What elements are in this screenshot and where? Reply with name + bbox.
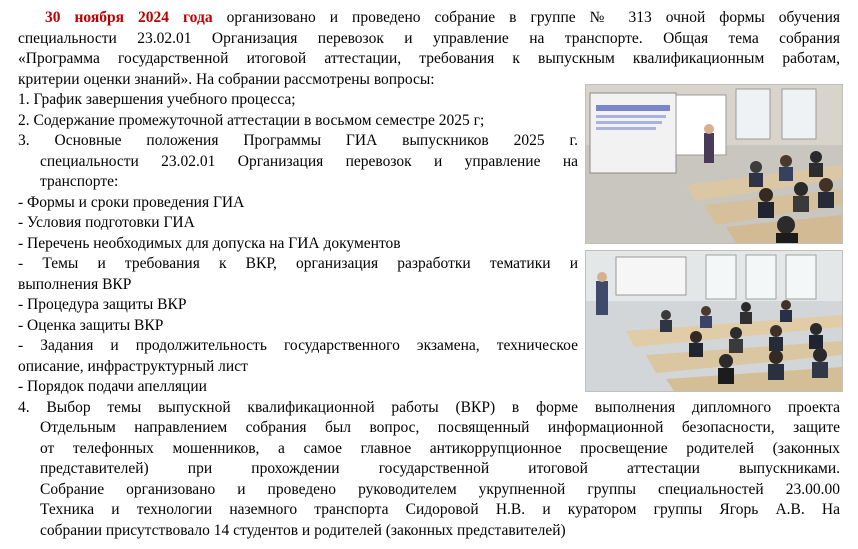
closing-line-3: представителей) при прохождении государственной итоговой аттестации выпускниками.: [40, 460, 840, 477]
subitem-documents: - Перечень необходимых для допуска на ГИА документов: [18, 234, 401, 252]
subitem-evaluation: - Оценка защиты ВКР: [18, 316, 164, 334]
list-item-1: 1. График завершения учебного процесса;: [18, 91, 296, 108]
closing-line-1: Отдельным направлением собрания был вопрос, посвященный информационной безопасности, защите: [40, 419, 840, 436]
meeting-photo-1: [585, 84, 843, 244]
closing-line-2: от телефонных мошенников, а самое главное антикоррупционное просвещение родителей (законных: [40, 439, 840, 457]
subitem-exam-line-2: описание, инфраструктурный лист: [18, 357, 248, 375]
meeting-photo-2: [585, 250, 843, 392]
intro-line-1-rest: организовано и проведено собрание в группе № 313 очной формы обучения: [212, 9, 840, 26]
intro-line-4: критерии оценки знаний». На собрании рассмотрены вопросы:: [18, 70, 435, 88]
intro-line-1: [18, 8, 840, 29]
list-item-3-line-2: специальности 23.02.01 Организация перевозок и управление на: [40, 152, 578, 170]
closing-line-5: Техника и технологии наземного транспорта Сидоровой Н.В. и куратором группы Ягорь А.В. На: [40, 501, 840, 518]
subitem-exam-line-1: - Задания и продолжительность государственного экзамена, техническое: [18, 337, 578, 354]
closing-line-6: собрании присутствовало 14 студентов и родителей (законных представителей): [40, 521, 566, 539]
meeting-date: 30 ноября 2024 года: [45, 9, 213, 26]
subitem-topics-line-1: - Темы и требования к ВКР, организация разработки тематики и: [18, 255, 578, 272]
intro-line-2: специальности 23.02.01 Организация перевозок и управление на транспорте. Общая тема собрания: [18, 29, 840, 47]
list-item-3-line-1: 3. Основные положения Программы ГИА выпускников 2025 г.: [18, 132, 578, 149]
closing-line-4: Собрание организовано и проведено руководителем укрупненной группы специальностей 23.00.00: [40, 480, 840, 498]
intro-line-3: «Программа государственной итоговой аттестации, требования к выпускным квалификационным работам,: [18, 50, 840, 67]
subitem-appeal: - Порядок подачи апелляции: [18, 378, 207, 395]
list-item-4: 4. Выбор темы выпускной квалификационной работы (ВКР) в форме выполнения дипломного проекта: [18, 398, 840, 416]
subitem-topics-line-2: выполнения ВКР: [18, 275, 132, 293]
subitem-defense: - Процедура защиты ВКР: [18, 296, 187, 313]
list-item-3-line-3: транспорте:: [40, 173, 119, 190]
subitem-conditions: - Условия подготовки ГИА: [18, 214, 195, 231]
subitem-forms: - Формы и сроки проведения ГИА: [18, 193, 245, 211]
list-item-2: 2. Содержание промежуточной аттестации в восьмом семестре 2025 г;: [18, 111, 485, 129]
